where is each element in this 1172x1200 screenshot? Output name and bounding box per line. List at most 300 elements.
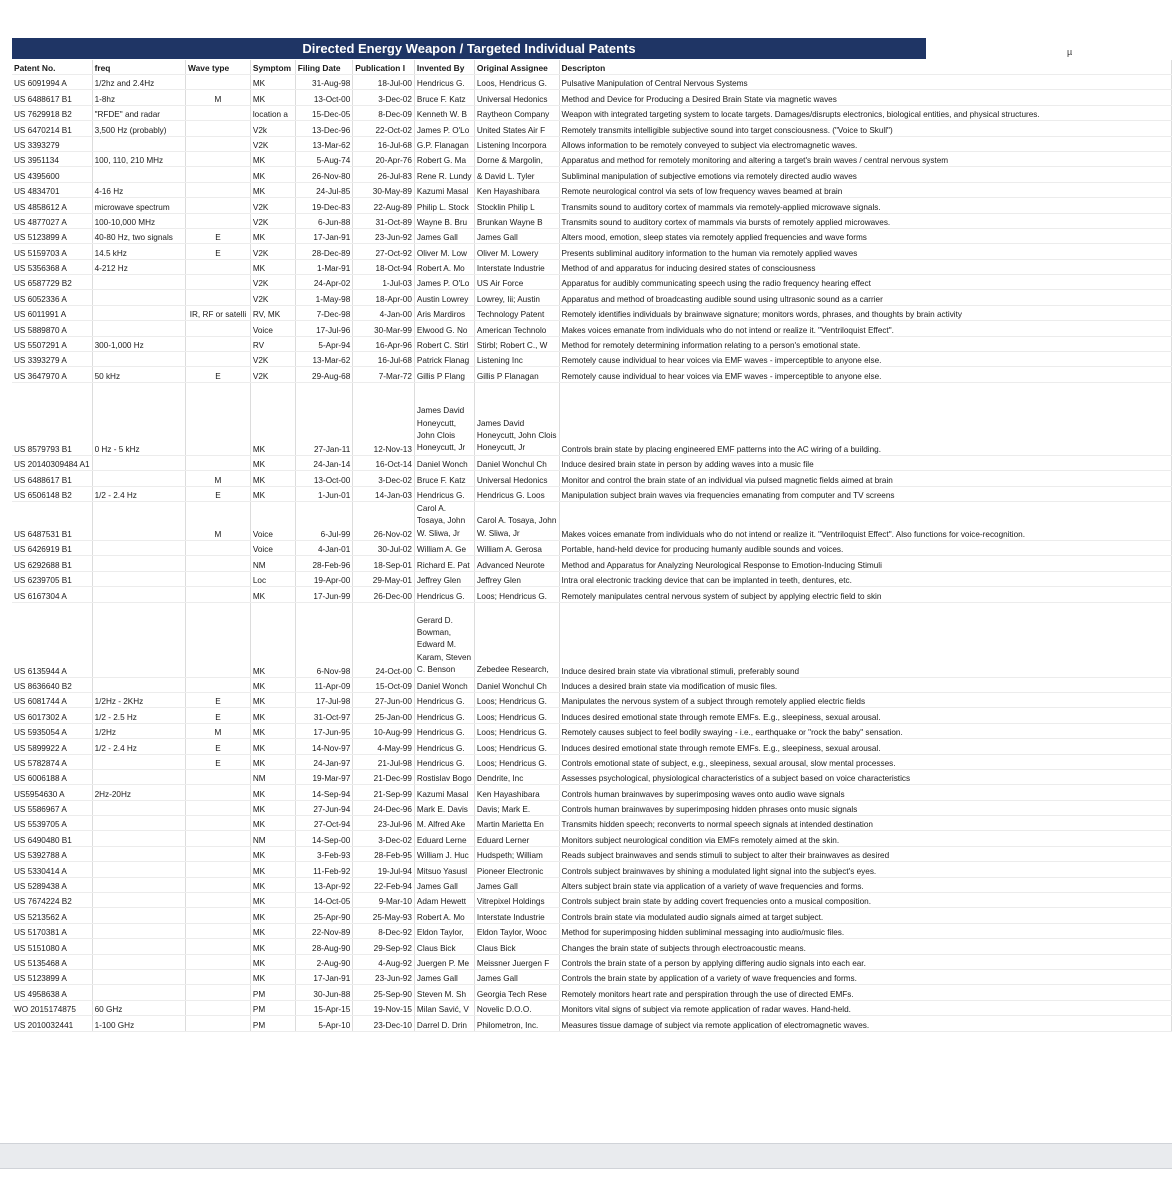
- wave-type-cell[interactable]: [186, 908, 251, 923]
- inventor-cell[interactable]: Hendricus G.: [414, 486, 474, 501]
- inventor-cell[interactable]: Bruce F. Katz: [414, 471, 474, 486]
- patent-number-cell[interactable]: US 6006188 A: [12, 769, 92, 784]
- filing-date-cell[interactable]: 14-Nov-97: [295, 739, 353, 754]
- publication-date-cell[interactable]: 3-Dec-02: [353, 831, 415, 846]
- assignee-cell[interactable]: Martin Marietta En: [474, 816, 559, 831]
- freq-cell[interactable]: [92, 571, 185, 586]
- symptom-cell[interactable]: RV: [250, 336, 295, 351]
- assignee-cell[interactable]: Philometron, Inc.: [474, 1016, 559, 1031]
- description-cell[interactable]: Remotely identifies individuals by brainwave signature; monitors words, phrases, and thoughts by brain activity: [559, 305, 1172, 320]
- freq-cell[interactable]: 0 Hz - 5 kHz: [92, 382, 185, 455]
- inventor-cell[interactable]: Patrick Flanag: [414, 352, 474, 367]
- symptom-cell[interactable]: MK: [250, 739, 295, 754]
- filing-date-cell[interactable]: 31-Oct-97: [295, 708, 353, 723]
- publication-date-cell[interactable]: 22-Oct-02: [353, 121, 415, 136]
- filing-date-cell[interactable]: 26-Nov-80: [295, 167, 353, 182]
- freq-cell[interactable]: [92, 816, 185, 831]
- publication-date-cell[interactable]: 16-Jul-68: [353, 136, 415, 151]
- filing-date-cell[interactable]: 29-Aug-68: [295, 367, 353, 382]
- description-cell[interactable]: Controls brain state via modulated audio signals aimed at target subject.: [559, 908, 1172, 923]
- freq-cell[interactable]: [92, 893, 185, 908]
- wave-type-cell[interactable]: E: [186, 486, 251, 501]
- symptom-cell[interactable]: V2K: [250, 290, 295, 305]
- publication-date-cell[interactable]: 18-Oct-94: [353, 259, 415, 274]
- wave-type-cell[interactable]: E: [186, 367, 251, 382]
- patent-number-cell[interactable]: US 6470214 B1: [12, 121, 92, 136]
- freq-cell[interactable]: [92, 540, 185, 555]
- wave-type-cell[interactable]: [186, 382, 251, 455]
- symptom-cell[interactable]: Voice: [250, 501, 295, 540]
- inventor-cell[interactable]: Eldon Taylor,: [414, 923, 474, 938]
- assignee-cell[interactable]: Listening Inc: [474, 352, 559, 367]
- freq-cell[interactable]: [92, 352, 185, 367]
- description-cell[interactable]: Weapon with integrated targeting system to locate targets. Damages/disrupts electronics, biological entities, and physical structures.: [559, 105, 1172, 120]
- wave-type-cell[interactable]: M: [186, 90, 251, 105]
- publication-date-cell[interactable]: 3-Dec-02: [353, 90, 415, 105]
- description-cell[interactable]: Transmits sound to auditory cortex of mammals via remotely-applied microwave signals.: [559, 198, 1172, 213]
- assignee-cell[interactable]: Loos, Hendricus G.: [474, 75, 559, 90]
- inventor-cell[interactable]: Kazumi Masal: [414, 785, 474, 800]
- description-cell[interactable]: Monitor and control the brain state of an individual via pulsed magnetic fields aimed at brain: [559, 471, 1172, 486]
- publication-date-cell[interactable]: 23-Jun-92: [353, 969, 415, 984]
- wave-type-cell[interactable]: [186, 321, 251, 336]
- inventor-cell[interactable]: Wayne B. Bru: [414, 213, 474, 228]
- patent-number-cell[interactable]: US 4858612 A: [12, 198, 92, 213]
- filing-date-cell[interactable]: 28-Feb-96: [295, 556, 353, 571]
- assignee-cell[interactable]: Carol A. Tosaya, John W. Sliwa, Jr: [474, 501, 559, 540]
- publication-date-cell[interactable]: 29-May-01: [353, 571, 415, 586]
- description-cell[interactable]: Remotely transmits intelligible subjective sound into target consciousness. ("Voice to Skull"): [559, 121, 1172, 136]
- filing-date-cell[interactable]: 17-Jul-96: [295, 321, 353, 336]
- freq-cell[interactable]: 50 kHz: [92, 367, 185, 382]
- freq-cell[interactable]: [92, 939, 185, 954]
- freq-cell[interactable]: 2Hz-20Hz: [92, 785, 185, 800]
- patent-number-cell[interactable]: US 5213562 A: [12, 908, 92, 923]
- inventor-cell[interactable]: G.P. Flanagan: [414, 136, 474, 151]
- assignee-cell[interactable]: Meissner Juergen F: [474, 954, 559, 969]
- publication-date-cell[interactable]: 23-Jul-96: [353, 816, 415, 831]
- freq-cell[interactable]: [92, 455, 185, 470]
- freq-cell[interactable]: 14.5 kHz: [92, 244, 185, 259]
- freq-cell[interactable]: [92, 290, 185, 305]
- wave-type-cell[interactable]: [186, 769, 251, 784]
- patent-number-cell[interactable]: US 6292688 B1: [12, 556, 92, 571]
- publication-date-cell[interactable]: 16-Oct-14: [353, 455, 415, 470]
- header-patent-no[interactable]: Patent No.: [12, 60, 92, 75]
- patent-number-cell[interactable]: US 5151080 A: [12, 939, 92, 954]
- patent-number-cell[interactable]: US 5586967 A: [12, 800, 92, 815]
- filing-date-cell[interactable]: 13-Mar-62: [295, 352, 353, 367]
- inventor-cell[interactable]: James Gall: [414, 228, 474, 243]
- description-cell[interactable]: Induces desired emotional state through remote EMFs. E.g., sleepiness, sexual arousal.: [559, 739, 1172, 754]
- inventor-cell[interactable]: Gerard D. Bowman, Edward M. Karam, Steven C. Benson: [414, 602, 474, 677]
- freq-cell[interactable]: 1/2 - 2.5 Hz: [92, 708, 185, 723]
- filing-date-cell[interactable]: 7-Dec-98: [295, 305, 353, 320]
- patent-number-cell[interactable]: US 6091994 A: [12, 75, 92, 90]
- symptom-cell[interactable]: MK: [250, 923, 295, 938]
- inventor-cell[interactable]: Kazumi Masal: [414, 182, 474, 197]
- description-cell[interactable]: Monitors vital signs of subject via remote application of radar waves. Hand-held.: [559, 1000, 1172, 1015]
- wave-type-cell[interactable]: [186, 816, 251, 831]
- patent-number-cell[interactable]: US 6017302 A: [12, 708, 92, 723]
- patent-number-cell[interactable]: US 6426919 B1: [12, 540, 92, 555]
- symptom-cell[interactable]: MK: [250, 877, 295, 892]
- assignee-cell[interactable]: US Air Force: [474, 275, 559, 290]
- inventor-cell[interactable]: Hendricus G.: [414, 75, 474, 90]
- wave-type-cell[interactable]: E: [186, 739, 251, 754]
- description-cell[interactable]: Controls brain state by placing engineered EMF patterns into the AC wiring of a building.: [559, 382, 1172, 455]
- inventor-cell[interactable]: Richard E. Pat: [414, 556, 474, 571]
- freq-cell[interactable]: [92, 877, 185, 892]
- symptom-cell[interactable]: MK: [250, 167, 295, 182]
- assignee-cell[interactable]: James Gall: [474, 969, 559, 984]
- description-cell[interactable]: Method and Device for Producing a Desired Brain State via magnetic waves: [559, 90, 1172, 105]
- inventor-cell[interactable]: Claus Bick: [414, 939, 474, 954]
- header-original-assignee[interactable]: Original Assignee: [474, 60, 559, 75]
- patent-number-cell[interactable]: US 5330414 A: [12, 862, 92, 877]
- publication-date-cell[interactable]: 25-Jan-00: [353, 708, 415, 723]
- assignee-cell[interactable]: James Gall: [474, 877, 559, 892]
- description-cell[interactable]: Method for remotely determining information relating to a person's emotional state.: [559, 336, 1172, 351]
- filing-date-cell[interactable]: 24-Jul-85: [295, 182, 353, 197]
- assignee-cell[interactable]: Claus Bick: [474, 939, 559, 954]
- description-cell[interactable]: Makes voices emanate from individuals who do not intend or realize it. "Ventriloquist Effect". Also functions for voice-recognition.: [559, 501, 1172, 540]
- inventor-cell[interactable]: Darrel D. Drin: [414, 1016, 474, 1031]
- symptom-cell[interactable]: MK: [250, 90, 295, 105]
- assignee-cell[interactable]: Ken Hayashibara: [474, 785, 559, 800]
- freq-cell[interactable]: [92, 501, 185, 540]
- filing-date-cell[interactable]: 27-Jan-11: [295, 382, 353, 455]
- assignee-cell[interactable]: Daniel Wonchul Ch: [474, 677, 559, 692]
- inventor-cell[interactable]: Juergen P. Me: [414, 954, 474, 969]
- symptom-cell[interactable]: MK: [250, 846, 295, 861]
- bottom-scrollbar[interactable]: [0, 1143, 1172, 1169]
- patent-number-cell[interactable]: US 6587729 B2: [12, 275, 92, 290]
- symptom-cell[interactable]: MK: [250, 708, 295, 723]
- description-cell[interactable]: Assesses psychological, physiological characteristics of a subject based on voice characteristics: [559, 769, 1172, 784]
- filing-date-cell[interactable]: 24-Jan-97: [295, 754, 353, 769]
- freq-cell[interactable]: [92, 923, 185, 938]
- filing-date-cell[interactable]: 14-Sep-00: [295, 831, 353, 846]
- inventor-cell[interactable]: James David Honeycutt, John Clois Honeycutt, Jr: [414, 382, 474, 455]
- assignee-cell[interactable]: Pioneer Electronic: [474, 862, 559, 877]
- wave-type-cell[interactable]: [186, 151, 251, 166]
- symptom-cell[interactable]: MK: [250, 893, 295, 908]
- symptom-cell[interactable]: MK: [250, 455, 295, 470]
- patent-number-cell[interactable]: US 6081744 A: [12, 692, 92, 707]
- symptom-cell[interactable]: MK: [250, 816, 295, 831]
- filing-date-cell[interactable]: 14-Sep-94: [295, 785, 353, 800]
- symptom-cell[interactable]: NM: [250, 769, 295, 784]
- wave-type-cell[interactable]: IR, RF or satelli: [186, 305, 251, 320]
- filing-date-cell[interactable]: 5-Apr-94: [295, 336, 353, 351]
- symptom-cell[interactable]: MK: [250, 382, 295, 455]
- publication-date-cell[interactable]: 31-Oct-89: [353, 213, 415, 228]
- inventor-cell[interactable]: Adam Hewett: [414, 893, 474, 908]
- filing-date-cell[interactable]: 5-Apr-10: [295, 1016, 353, 1031]
- inventor-cell[interactable]: Steven M. Sh: [414, 985, 474, 1000]
- assignee-cell[interactable]: Hudspeth; William: [474, 846, 559, 861]
- publication-date-cell[interactable]: 30-May-89: [353, 182, 415, 197]
- description-cell[interactable]: Remotely manipulates central nervous system of subject by applying electric field to skin: [559, 587, 1172, 602]
- filing-date-cell[interactable]: 22-Nov-89: [295, 923, 353, 938]
- inventor-cell[interactable]: Kenneth W. B: [414, 105, 474, 120]
- header-invented-by[interactable]: Invented By: [414, 60, 474, 75]
- filing-date-cell[interactable]: 19-Dec-83: [295, 198, 353, 213]
- description-cell[interactable]: Remotely causes subject to feel bodily swaying - i.e., earthquake or "rock the baby" sensation.: [559, 723, 1172, 738]
- filing-date-cell[interactable]: 5-Aug-74: [295, 151, 353, 166]
- patent-number-cell[interactable]: US 20140309484 A1: [12, 455, 92, 470]
- symptom-cell[interactable]: MK: [250, 151, 295, 166]
- description-cell[interactable]: Remotely monitors heart rate and perspiration through the use of directed EMFs.: [559, 985, 1172, 1000]
- symptom-cell[interactable]: MK: [250, 486, 295, 501]
- freq-cell[interactable]: microwave spectrum: [92, 198, 185, 213]
- patent-number-cell[interactable]: US 6488617 B1: [12, 471, 92, 486]
- symptom-cell[interactable]: Voice: [250, 321, 295, 336]
- inventor-cell[interactable]: M. Alfred Ake: [414, 816, 474, 831]
- symptom-cell[interactable]: MK: [250, 954, 295, 969]
- publication-date-cell[interactable]: 1-Jul-03: [353, 275, 415, 290]
- patent-number-cell[interactable]: US 6135944 A: [12, 602, 92, 677]
- wave-type-cell[interactable]: [186, 923, 251, 938]
- wave-type-cell[interactable]: [186, 800, 251, 815]
- patent-number-cell[interactable]: US 5392788 A: [12, 846, 92, 861]
- patent-number-cell[interactable]: US 5935054 A: [12, 723, 92, 738]
- assignee-cell[interactable]: Loos; Hendricus G.: [474, 723, 559, 738]
- description-cell[interactable]: Manipulation subject brain waves via frequencies emanating from computer and TV screens: [559, 486, 1172, 501]
- assignee-cell[interactable]: Jeffrey Glen: [474, 571, 559, 586]
- wave-type-cell[interactable]: [186, 75, 251, 90]
- description-cell[interactable]: Alters subject brain state via application of a variety of wave frequencies and forms.: [559, 877, 1172, 892]
- publication-date-cell[interactable]: 25-May-93: [353, 908, 415, 923]
- freq-cell[interactable]: 1/2Hz - 2KHz: [92, 692, 185, 707]
- patent-number-cell[interactable]: US 8636640 B2: [12, 677, 92, 692]
- inventor-cell[interactable]: Daniel Wonch: [414, 677, 474, 692]
- freq-cell[interactable]: 4-16 Hz: [92, 182, 185, 197]
- assignee-cell[interactable]: James David Honeycutt, John Clois Honeycutt, Jr: [474, 382, 559, 455]
- assignee-cell[interactable]: Eldon Taylor, Wooc: [474, 923, 559, 938]
- patent-number-cell[interactable]: US 6239705 B1: [12, 571, 92, 586]
- freq-cell[interactable]: [92, 969, 185, 984]
- publication-date-cell[interactable]: 20-Apr-76: [353, 151, 415, 166]
- assignee-cell[interactable]: Listening Incorpora: [474, 136, 559, 151]
- symptom-cell[interactable]: V2K: [250, 352, 295, 367]
- inventor-cell[interactable]: Daniel Wonch: [414, 455, 474, 470]
- inventor-cell[interactable]: James Gall: [414, 877, 474, 892]
- freq-cell[interactable]: [92, 846, 185, 861]
- freq-cell[interactable]: 1/2hz and 2.4Hz: [92, 75, 185, 90]
- inventor-cell[interactable]: Milan Savić, V: [414, 1000, 474, 1015]
- publication-date-cell[interactable]: 4-May-99: [353, 739, 415, 754]
- freq-cell[interactable]: [92, 677, 185, 692]
- description-cell[interactable]: Induces a desired brain state via modification of music files.: [559, 677, 1172, 692]
- wave-type-cell[interactable]: [186, 969, 251, 984]
- filing-date-cell[interactable]: 13-Mar-62: [295, 136, 353, 151]
- freq-cell[interactable]: [92, 800, 185, 815]
- patent-number-cell[interactable]: US 4834701: [12, 182, 92, 197]
- patent-number-cell[interactable]: US 2010032441: [12, 1016, 92, 1031]
- publication-date-cell[interactable]: 24-Oct-00: [353, 602, 415, 677]
- freq-cell[interactable]: [92, 769, 185, 784]
- filing-date-cell[interactable]: 19-Apr-00: [295, 571, 353, 586]
- assignee-cell[interactable]: Hendricus G. Loos: [474, 486, 559, 501]
- patent-number-cell[interactable]: US 7629918 B2: [12, 105, 92, 120]
- patent-number-cell[interactable]: US 3951134: [12, 151, 92, 166]
- assignee-cell[interactable]: Davis; Mark E.: [474, 800, 559, 815]
- filing-date-cell[interactable]: 4-Jan-01: [295, 540, 353, 555]
- description-cell[interactable]: Induce desired brain state via vibrational stimuli, preferably sound: [559, 602, 1172, 677]
- wave-type-cell[interactable]: [186, 336, 251, 351]
- inventor-cell[interactable]: Oliver M. Low: [414, 244, 474, 259]
- header-publication[interactable]: Publication I: [353, 60, 415, 75]
- inventor-cell[interactable]: James Gall: [414, 969, 474, 984]
- filing-date-cell[interactable]: 13-Oct-00: [295, 90, 353, 105]
- patent-number-cell[interactable]: US 3393279: [12, 136, 92, 151]
- filing-date-cell[interactable]: 14-Oct-05: [295, 893, 353, 908]
- description-cell[interactable]: Pulsative Manipulation of Central Nervous Systems: [559, 75, 1172, 90]
- description-cell[interactable]: Reads subject brainwaves and sends stimuli to subject to alter their brainwaves as desired: [559, 846, 1172, 861]
- symptom-cell[interactable]: MK: [250, 602, 295, 677]
- freq-cell[interactable]: 1/2 - 2.4 Hz: [92, 486, 185, 501]
- symptom-cell[interactable]: V2K: [250, 367, 295, 382]
- wave-type-cell[interactable]: M: [186, 723, 251, 738]
- wave-type-cell[interactable]: [186, 136, 251, 151]
- assignee-cell[interactable]: Loos; Hendricus G.: [474, 587, 559, 602]
- publication-date-cell[interactable]: 18-Apr-00: [353, 290, 415, 305]
- description-cell[interactable]: Method for superimposing hidden subliminal messaging into audio/music files.: [559, 923, 1172, 938]
- patent-number-cell[interactable]: US 6167304 A: [12, 587, 92, 602]
- inventor-cell[interactable]: Hendricus G.: [414, 587, 474, 602]
- assignee-cell[interactable]: Oliver M. Lowery: [474, 244, 559, 259]
- assignee-cell[interactable]: Loos; Hendricus G.: [474, 708, 559, 723]
- filing-date-cell[interactable]: 27-Oct-94: [295, 816, 353, 831]
- wave-type-cell[interactable]: M: [186, 501, 251, 540]
- wave-type-cell[interactable]: E: [186, 708, 251, 723]
- symptom-cell[interactable]: V2k: [250, 121, 295, 136]
- filing-date-cell[interactable]: 13-Oct-00: [295, 471, 353, 486]
- wave-type-cell[interactable]: M: [186, 471, 251, 486]
- freq-cell[interactable]: [92, 831, 185, 846]
- symptom-cell[interactable]: V2K: [250, 213, 295, 228]
- publication-date-cell[interactable]: 10-Aug-99: [353, 723, 415, 738]
- description-cell[interactable]: Monitors subject neurological condition via EMFs remotely aimed at the skin.: [559, 831, 1172, 846]
- freq-cell[interactable]: 4-212 Hz: [92, 259, 185, 274]
- assignee-cell[interactable]: United States Air F: [474, 121, 559, 136]
- symptom-cell[interactable]: PM: [250, 1016, 295, 1031]
- publication-date-cell[interactable]: 29-Sep-92: [353, 939, 415, 954]
- freq-cell[interactable]: [92, 908, 185, 923]
- inventor-cell[interactable]: Aris Mardiros: [414, 305, 474, 320]
- filing-date-cell[interactable]: 17-Jan-91: [295, 969, 353, 984]
- wave-type-cell[interactable]: [186, 182, 251, 197]
- filing-date-cell[interactable]: 27-Jun-94: [295, 800, 353, 815]
- symptom-cell[interactable]: PM: [250, 1000, 295, 1015]
- publication-date-cell[interactable]: 19-Jul-94: [353, 862, 415, 877]
- patent-number-cell[interactable]: US 6490480 B1: [12, 831, 92, 846]
- filing-date-cell[interactable]: 19-Mar-97: [295, 769, 353, 784]
- symptom-cell[interactable]: V2K: [250, 136, 295, 151]
- patent-number-cell[interactable]: US 6011991 A: [12, 305, 92, 320]
- patent-number-cell[interactable]: US 6506148 B2: [12, 486, 92, 501]
- symptom-cell[interactable]: MK: [250, 785, 295, 800]
- patent-number-cell[interactable]: US 5782874 A: [12, 754, 92, 769]
- assignee-cell[interactable]: Lowrey, Iii; Austin: [474, 290, 559, 305]
- publication-date-cell[interactable]: 23-Jun-92: [353, 228, 415, 243]
- description-cell[interactable]: Induces desired emotional state through remote EMFs. E.g., sleepiness, sexual arousal.: [559, 708, 1172, 723]
- freq-cell[interactable]: 1-100 GHz: [92, 1016, 185, 1031]
- patent-number-cell[interactable]: US 6487531 B1: [12, 501, 92, 540]
- wave-type-cell[interactable]: [186, 677, 251, 692]
- publication-date-cell[interactable]: 7-Mar-72: [353, 367, 415, 382]
- filing-date-cell[interactable]: 6-Jul-99: [295, 501, 353, 540]
- inventor-cell[interactable]: Robert A. Mo: [414, 908, 474, 923]
- inventor-cell[interactable]: Bruce F. Katz: [414, 90, 474, 105]
- publication-date-cell[interactable]: 14-Jan-03: [353, 486, 415, 501]
- wave-type-cell[interactable]: [186, 455, 251, 470]
- patent-number-cell[interactable]: US 6488617 B1: [12, 90, 92, 105]
- publication-date-cell[interactable]: 3-Dec-02: [353, 471, 415, 486]
- filing-date-cell[interactable]: 28-Dec-89: [295, 244, 353, 259]
- wave-type-cell[interactable]: [186, 290, 251, 305]
- symptom-cell[interactable]: MK: [250, 587, 295, 602]
- description-cell[interactable]: Alters mood, emotion, sleep states via remotely applied frequencies and wave forms: [559, 228, 1172, 243]
- assignee-cell[interactable]: Gillis P Flanagan: [474, 367, 559, 382]
- filing-date-cell[interactable]: 6-Nov-98: [295, 602, 353, 677]
- freq-cell[interactable]: [92, 275, 185, 290]
- filing-date-cell[interactable]: 1-May-98: [295, 290, 353, 305]
- patent-number-cell[interactable]: US 5135468 A: [12, 954, 92, 969]
- freq-cell[interactable]: 40-80 Hz, two signals: [92, 228, 185, 243]
- publication-date-cell[interactable]: 18-Sep-01: [353, 556, 415, 571]
- description-cell[interactable]: Portable, hand-held device for producing humanly audible sounds and voices.: [559, 540, 1172, 555]
- patent-number-cell[interactable]: US 5123899 A: [12, 969, 92, 984]
- freq-cell[interactable]: [92, 321, 185, 336]
- freq-cell[interactable]: [92, 862, 185, 877]
- filing-date-cell[interactable]: 30-Jun-88: [295, 985, 353, 1000]
- symptom-cell[interactable]: MK: [250, 862, 295, 877]
- filing-date-cell[interactable]: 17-Jun-95: [295, 723, 353, 738]
- inventor-cell[interactable]: Robert C. Stirl: [414, 336, 474, 351]
- wave-type-cell[interactable]: [186, 985, 251, 1000]
- publication-date-cell[interactable]: 19-Nov-15: [353, 1000, 415, 1015]
- inventor-cell[interactable]: Rostislav Bogo: [414, 769, 474, 784]
- description-cell[interactable]: Controls the brain state of a person by applying differing audio signals into each ear.: [559, 954, 1172, 969]
- inventor-cell[interactable]: Hendricus G.: [414, 739, 474, 754]
- description-cell[interactable]: Induce desired brain state in person by adding waves into a music file: [559, 455, 1172, 470]
- inventor-cell[interactable]: Robert A. Mo: [414, 259, 474, 274]
- patent-number-cell[interactable]: US 7674224 B2: [12, 893, 92, 908]
- symptom-cell[interactable]: MK: [250, 182, 295, 197]
- wave-type-cell[interactable]: E: [186, 228, 251, 243]
- inventor-cell[interactable]: Rene R. Lundy: [414, 167, 474, 182]
- inventor-cell[interactable]: Hendricus G.: [414, 754, 474, 769]
- freq-cell[interactable]: 60 GHz: [92, 1000, 185, 1015]
- wave-type-cell[interactable]: [186, 831, 251, 846]
- inventor-cell[interactable]: Hendricus G.: [414, 692, 474, 707]
- filing-date-cell[interactable]: 2-Aug-90: [295, 954, 353, 969]
- publication-date-cell[interactable]: 9-Mar-10: [353, 893, 415, 908]
- symptom-cell[interactable]: V2K: [250, 275, 295, 290]
- assignee-cell[interactable]: William A. Gerosa: [474, 540, 559, 555]
- symptom-cell[interactable]: MK: [250, 908, 295, 923]
- assignee-cell[interactable]: James Gall: [474, 228, 559, 243]
- filing-date-cell[interactable]: 17-Jun-99: [295, 587, 353, 602]
- inventor-cell[interactable]: Carol A. Tosaya, John W. Sliwa, Jr: [414, 501, 474, 540]
- symptom-cell[interactable]: Loc: [250, 571, 295, 586]
- symptom-cell[interactable]: MK: [250, 800, 295, 815]
- patent-number-cell[interactable]: US 6052336 A: [12, 290, 92, 305]
- description-cell[interactable]: Method of and apparatus for inducing desired states of consciousness: [559, 259, 1172, 274]
